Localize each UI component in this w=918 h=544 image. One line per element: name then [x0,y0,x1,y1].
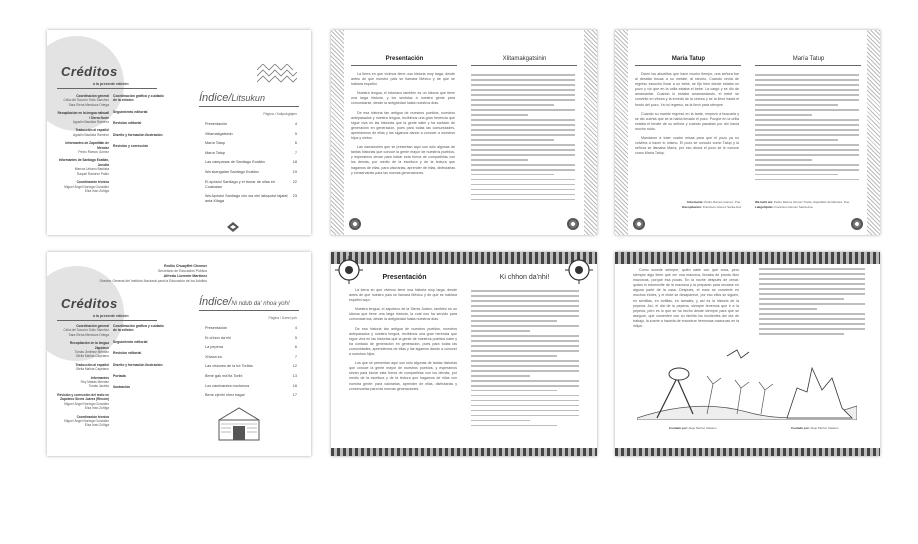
toc-header: Página / Kalipukgtajen [263,112,297,116]
text-line [471,405,579,407]
toc-entry-label: María Tatup [205,141,225,146]
informant-name-totonaco: Pedro Ramos Gómez Tuxtla, Zapotitlán de Méndez, Pue. [773,200,850,204]
building-illustration-icon [215,402,263,442]
credit-name: Sara Elena Mendoza Ortega [68,102,109,107]
credit-role: Informantes [90,375,109,380]
credit-role-label: Coordinación gráfica y cuidado de la edición [113,94,164,103]
text-line [755,179,859,181]
toc-entry[interactable] [205,170,297,175]
credit-role: Recopilación en la lengua Zapoteco [69,341,109,350]
text-line [471,139,554,141]
text-line [471,104,554,106]
text-line [759,303,865,305]
toc-title-es: Índice [199,92,229,104]
text-line [755,84,859,86]
toc-entry[interactable] [205,194,297,204]
credit-entry [57,393,109,411]
toc-entry-page: 6 [294,141,297,146]
knot-ornament-icon [349,218,361,230]
text-line [471,154,575,156]
text-line [471,395,579,397]
toc-entry[interactable] [205,384,297,389]
toc-entry-label: Xlitamakgatsinin [205,131,233,136]
bottom-border-band [331,448,597,456]
text-line [471,84,575,86]
informant-name: Pedro Ramos Gómez, Pue. [704,200,741,204]
right-border-pattern [867,30,880,235]
official-name: Emilio Chuayffet Chemor [164,264,207,268]
story-text-zapoteco [759,268,865,338]
text-line [755,89,859,91]
text-line [471,119,575,121]
knot-ornament-icon [633,218,645,230]
story-credits [663,200,741,209]
toc-entry-label: Wa Apóstol Santiago chu wa xlei laksputut tajatat anta Kilaga [205,194,288,204]
toc-entry-page: 13 [292,373,297,378]
toc-list [205,316,297,403]
text-line [471,74,575,76]
credit-name: Elsa Irían Zúñiga [84,423,109,428]
storyteller-name: Alejo Muñoz Velasco [810,426,839,430]
toc-entry[interactable] [205,160,297,165]
paragraph: Mandaron a traer cuatro misas para que el pozo ya no volviera a hacer lo mismo. El pozo se conoció como Tatup y la señora se llamaba María, por eso ahora el pozo se le conoce como María Tatup. [635,136,739,156]
text-line [759,293,865,295]
credit-entry [57,158,109,176]
toc-entry-page: 16 [292,383,297,388]
text-line [471,189,575,191]
toc-entry-page: 7 [294,150,297,155]
credit-role-label: Revisión editorial [113,351,142,356]
translator-name-totonaco: Francisco Gómez Santa Ana [774,204,813,209]
toc-entry-label: La pepena [205,345,223,350]
text-line [755,169,859,171]
text-line [755,119,859,121]
credit-name: Ofelia Matías Cayetano [75,367,109,372]
toc-entry-page: 4 [294,326,297,330]
toc-entry-label: El apóstol Santiago y el tronar de ollas en Coatzalan [205,179,276,189]
text-line [471,345,579,347]
text-line [759,313,865,315]
text-line [471,375,530,377]
paragraph: La tierra en que vivimos tiene una historia muy larga, desde antes de que nuestro país se llamara México y de que se hablara español. [351,72,455,87]
credit-name: Celia del Socorro Solis Sánchez [63,98,109,103]
translator-label-totonaco: Lakgchijatin: [755,204,774,209]
story-title: María Tatup [671,56,706,62]
toc-title-alt: Ni ndub da' nhoa yoh! [231,301,290,307]
presentation-title-totonaco: Xlitamakgatsinin [502,56,547,62]
text-line [471,89,575,91]
credit-name: Marcos Urbano Bautista [74,167,109,172]
text-line [471,295,579,297]
toc-header: Página / Dzeel yoh [268,316,297,320]
text-line [755,104,838,106]
text-line [759,308,817,310]
text-line [471,194,575,196]
paragraph: De esa historia tan antigua de nuestros pueblos, nuestros antepasados y nuestra lengua, recibimos una gran herencia que sigue viva en las historias que la gente de nuestros pueblos sabe y ha contado de generación en generación, pues para todas las comunidades, aprendemos de ellas y las sigamos dando a conocer a nuestros hijos. [349,326,457,357]
presentation-text [351,72,455,180]
toc-entry-page: 18 [292,160,297,165]
text-line [759,288,865,290]
text-line [759,298,844,300]
paragraph: La tierra en que vivimos tiene una historia muy larga, desde antes de que nuestro país se llamara México y de que se hablara español aquí. [349,288,457,303]
text-line [759,278,865,280]
credit-entry [57,128,109,137]
text-line [759,323,865,325]
officials-list [87,264,207,284]
presentation-text-zapoteco [471,290,579,430]
credit-entry [57,180,109,193]
text-line [471,425,557,427]
left-border-pattern [615,30,628,235]
presentation-title-zapoteco: Ki chhon da'nhi! [499,274,550,281]
toc-entry-page: 22 [292,179,297,184]
toc-entry[interactable] [205,132,297,137]
paragraph: Cuando su marido regresó en la tarde, empezó a buscarla y se dio cuenta que se la había llevado el pozo. Porque en la orilla estaba el tenate de su señora y cuando pasaban por ahí hacía mucho ruido. [635,111,739,131]
paragraph: Los que se presentan aquí son sólo algunas de tantas historias que conoce la gente mayor de nuestros pueblos, y esperamos sirvan para iniciar esta forma de compartirlas con los demás, por medio de la escritura y de la lectura que hagamos de ellas con nuestra gente: para valorarlas, aprender de ellas, disfrutarlas y conservarlas para las nuevas generaciones. [349,361,457,391]
left-storyteller [669,426,716,431]
toc-title-alt: Litsukun [231,93,265,103]
toc-divider [199,310,299,311]
text-line [755,94,859,96]
official-name: Alfredo Llorente Martínez [163,274,207,278]
credit-name: Agustín Bautista Ramírez [72,132,109,137]
text-line [471,370,579,372]
divider [635,65,741,66]
credit-name: Ofelia Matías Cayetano [75,354,109,359]
credits-subtitle: a la presente edición [93,314,129,318]
paragraph: Dicen los abuelitos que hace mucho tiempo, una señora fue al desatar bucas a su metate, al rancho. Cuando venía de regreso escuchó llorar a un bebé, se fijó bien dónde estaba un pozo y vio que en la orilla estaba el bebé. La cargó y se dio de amamantar. Cuando lo estaba amamantando, el bebé se convirtió en víbora y la enredó de la cintura y se la llevó hasta el fondo del pozo. Ya no regresó, se la llevó para siempre. [635,72,739,107]
credit-role-label: Portada [113,374,126,379]
presentation-spread-zapoteco [331,252,597,456]
text-line [471,169,575,171]
toc-divider [199,106,299,107]
text-line [755,139,838,141]
text-line [471,149,575,151]
woven-pattern-icon [257,64,297,88]
story-text [635,72,739,160]
credits-title: Créditos [61,296,118,311]
credit-name: Celia del Socorro Solis Sánchez [63,328,109,333]
credit-role-label: Diseño y formación Ilustración [113,132,163,137]
paragraph: Nuestra lengua, el totonaco también es un idioma que tiene una larga historia, y los sentidos a nuestra gente para comunicarse, desde la antigüedad hasta nuestros días. [351,91,455,106]
text-line [471,310,579,312]
text-line [471,385,579,387]
credit-name: Miguel Ángel Noriega González [64,401,109,406]
text-line [471,340,579,342]
credit-role: Coordinación técnica [76,180,109,185]
toc-entry[interactable] [205,364,297,369]
left-border-pattern [331,30,344,235]
credit-name: Miguel Ángel Noriega González [64,418,109,423]
credit-role-label: Revisión y corrección [113,144,149,149]
credit-name: Elsa Irían Zúñiga [84,188,109,193]
text-line [471,164,575,166]
credit-name: Elsa Irían Zúñiga [84,406,109,411]
presentation-title: Presentación [382,274,427,281]
divider [351,65,457,66]
text-line [471,114,528,116]
informant-label-totonaco: Wa tachi wa: [755,200,774,204]
text-line [471,290,579,292]
credit-entry [57,341,109,359]
official-role: Director General del Instituto Nacional para la Educación de los Adultos [99,279,207,283]
text-line [471,300,579,302]
credit-entry [57,376,109,389]
toc-entry-page: 7 [294,354,297,359]
informant-label: Informante: [686,200,704,204]
text-line [471,174,554,176]
text-line [759,273,865,275]
translator-label: Recopilación: [682,204,702,209]
text-line [471,335,579,337]
toc-entry-page: 23 [292,194,297,199]
credit-name: Tomás Jacinto [88,384,109,389]
text-line [471,199,575,201]
story-spread-zapoteco [615,252,880,456]
presentation-title: Presentación [385,56,424,62]
toc-entry-label: Wa skangalan Santiago Ecatlan [205,169,259,174]
credit-role-label: Seguimiento editorial [113,109,148,114]
credit-role: Traducción al español [75,362,109,367]
credit-name: Sara Elena Mendoza Ortega [68,332,109,337]
text-line [755,154,859,156]
text-line [471,330,530,332]
credit-entry [57,415,109,428]
paragraph: Nuestra lengua, el zapoteco de la Sierra Juárez, también es un idioma que tiene una larga historia, la cual nos ha servido para comunicarnos, desde la antigüedad hasta nuestros días. [349,307,457,322]
credit-role-label: Revisión editorial [113,121,142,126]
story-title-totonaco: María Tatup [792,56,825,62]
right-storyteller [791,426,838,431]
toc-entry[interactable] [205,326,297,331]
text-line [471,305,579,307]
credit-entry [57,111,109,124]
knot-ornament-icon [851,218,863,230]
credits-page-zapoteco [47,252,311,456]
presentation-spread-totonaco [331,30,597,235]
credits-roles [113,94,165,155]
text-line [471,184,575,186]
bottom-border-band [615,448,880,456]
credit-role-label: Ilustración [113,385,131,390]
toc-entry[interactable] [205,180,297,190]
divider [471,65,577,66]
maria-tatup-spread [615,30,880,235]
toc-entry[interactable] [205,355,297,360]
text-line [759,268,865,270]
text-line [471,134,575,136]
text-line [471,124,575,126]
text-line [759,283,865,285]
toc-entry[interactable] [205,122,297,127]
text-line [471,380,579,382]
credit-name: Pedro Ramos Gómez [78,150,109,155]
paragraph: Las narraciones que se presentan aquí son sólo algunas de tantas historias que conoce la gente mayor de nuestros pueblos, y esperamos sirvan para iniciar esta forma de compartirlas con los demás, por medio de la escritura y de la lectura que hagamos de ellas, para valorarlas, aprender de ellas, disfrutarlas y conservarlas para las nuevas generaciones. [351,145,455,175]
credit-name: Tomás Jiménez Méndez [74,350,109,355]
credit-name: Miguel Ángel Noriega González [64,184,109,189]
paragraph: Como sucede siempre, quién sabe con qué cosa, pero siempre algo tiene que ver una mazorca, llevaba de pronto diez mazorcas, porque esa pocas. En la noche después de cenar, quitan el totomoxtle de la mazorca y la preparan para secarse en alguna parte de la casa. Después, el maíz se convierte en muchos elotes, y el elote se desaparece, por eso ellos se siguen, en semillas, en tortillas, en tamales, y así es la historia de la pepena. Así, el día de la pepena, siempre tenemos que ir a la pepena, pero es lo que se ha hecho desde siempre para que se asegure, que comenten con su familia los incidentes del día de trabajo, la suerte a hacerla de encontrar hermosas mazorcas en la milpa. [633,268,739,329]
text-line [471,325,579,327]
credit-entry [57,94,109,107]
toc-entry-label: Presentación [205,122,228,126]
presentation-text-totonaco [471,74,575,204]
toc-entry[interactable] [205,336,297,341]
text-line [471,420,530,422]
toc-entry-label: Xhiaxa ka [205,354,222,359]
told-by-label: Contado por: [791,426,810,430]
knot-ornament-icon [567,218,579,230]
credit-entry [57,141,109,154]
text-line [755,79,859,81]
text-line [755,114,812,116]
text-line [471,410,579,412]
credit-role: Recopilación en la lengua náhuatl / Sierra Norte [57,111,109,120]
toc-entry-page: 17 [292,393,297,398]
text-line [471,390,557,392]
story-text-totonaco [755,74,859,184]
text-line [471,179,575,181]
paragraph: De esa historia tan antigua de nuestros pueblos, nuestros antepasados y nuestra lengua, recibimos una gran herencia que sigue viva en las historias que la gente sabe y ha contado de generación en generación, pues para todas las comunidades, aprendemos de ellas y las sigamos dando a conocer a nuestros hijos y nietos. [351,110,455,141]
text-line [755,164,859,166]
divider [755,65,861,66]
toc-entry[interactable] [205,393,297,398]
credit-name: Agustín Bautista Ramírez [72,120,109,125]
toc-entry-label: Presentación [205,326,228,330]
text-line [471,415,579,417]
text-line [471,109,575,111]
credit-role: Coordinación técnica [76,414,109,419]
credits-people [57,324,109,432]
text-line [471,79,575,81]
credit-entry [57,324,109,337]
toc-entry-label: Ki chhon da'nhi [205,335,231,340]
diamond-ornament-icon [227,222,239,232]
text-line [755,129,859,131]
text-line [471,365,579,367]
text-line [471,159,528,161]
toc-entry-label: Bene gak ma'ña Toribi [205,373,243,378]
text-line [755,109,859,111]
credit-role-label: Diseño y formación Ilustración [113,362,163,367]
credit-role: Revisión y corrección del texto en Zapoteco Sierra Juárez (Rincón) [57,392,109,402]
text-line [759,328,865,330]
credits-page-totonaco [47,30,311,235]
text-line [471,360,579,362]
presentation-text [349,288,457,396]
divider [57,88,157,89]
text-line [471,144,575,146]
toc-entry-label: Las visiones de la tía Toribia [205,364,253,369]
credit-name: Raquel Ramírez Pablo [76,171,109,176]
toc-entry-label: Las campanas de Santiago Ecatlán [205,160,265,165]
credit-role: Traducción al español [75,128,109,133]
credits-people [57,94,109,197]
storyteller-name: Alejo Muñoz Velasco [688,426,717,430]
credit-role-label: Seguimiento editorial [113,339,148,344]
toc-entry-label: María Tatup [205,150,225,155]
top-border-band [331,252,597,264]
toc-title: Índice/Litsukun [199,92,265,104]
credit-name: Rey Matías Méndez [80,380,109,385]
text-line [755,174,838,176]
story-text [633,268,739,333]
credits-title: Créditos [61,64,118,79]
text-line [471,99,575,101]
credit-entry [57,363,109,372]
story-credits-totonaco [755,200,855,209]
text-line [755,99,859,101]
text-line [471,129,575,131]
text-line [755,134,859,136]
credit-role-label: Coordinación gráfica y cuidado de la edición [113,324,164,333]
text-line [471,315,579,317]
toc-entry-page: 6 [294,345,297,350]
text-line [755,124,859,126]
text-line [471,350,579,352]
cornfield-illustration-icon [637,348,857,420]
toc-entry-page: 4 [294,122,297,126]
toc-entry[interactable] [205,151,297,156]
text-line [755,144,859,146]
text-line [755,159,812,161]
toc-entry[interactable] [205,374,297,379]
toc-list [205,112,297,209]
toc-entry-page: 5 [294,131,297,136]
text-line [759,318,865,320]
credit-role: Informantes de Zapotitlán de Méndez [65,141,109,150]
text-line [755,74,859,76]
credit-role: Coordinación general [76,324,109,328]
divider [57,320,157,321]
credit-role: Coordinación general [76,94,109,98]
official-role: Secretario de Educación Pública [157,269,207,273]
text-line [759,333,844,335]
credits-roles [113,324,165,397]
told-by-label: Contado por: [669,426,688,430]
top-border-band [615,252,880,264]
toc-title: Índice/Ni ndub da' nhoa yoh! [199,296,290,308]
toc-entry-page: 12 [292,364,297,369]
text-line [471,400,579,402]
toc-entry[interactable] [205,345,297,350]
text-line [471,320,557,322]
credit-role: Informantes de Santiago Ecatlán, Jonotla [58,158,109,167]
toc-entry-label: Bene zjenhi nhez bagal [205,393,245,398]
toc-entry-label: Los caminantes nocturnos [205,383,250,388]
text-line [755,149,859,151]
text-line [471,355,557,357]
toc-entry[interactable] [205,141,297,146]
right-border-pattern [584,30,597,235]
toc-title-es: Índice [199,296,229,308]
translator-name: Francisco Gómez Santa Ana [702,204,741,209]
text-line [471,94,575,96]
toc-entry-page: 19 [292,169,297,174]
credits-subtitle: a la presente edición [93,82,129,86]
toc-entry-page: 5 [294,335,297,340]
